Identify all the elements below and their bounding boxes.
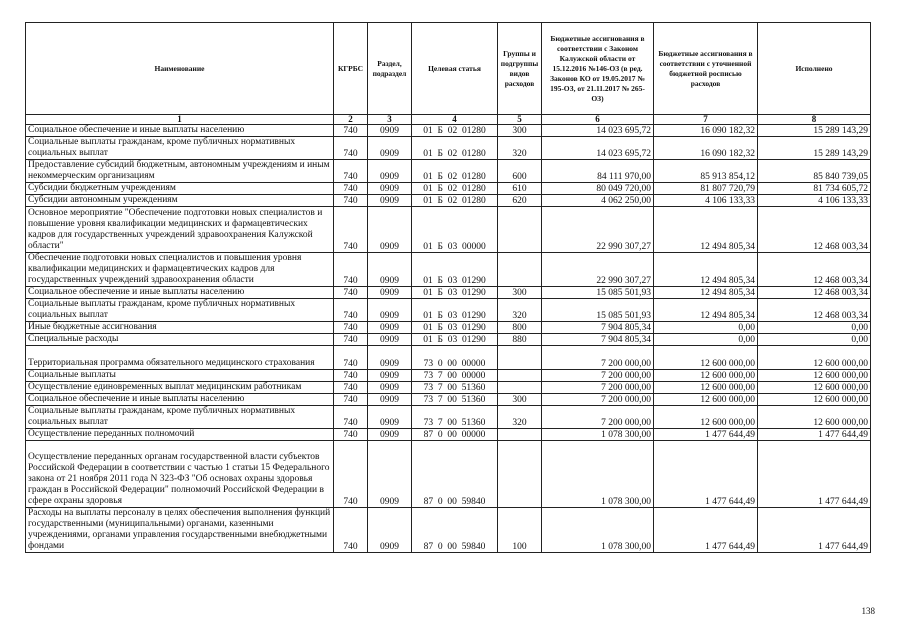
table-row <box>26 334 871 346</box>
row-section: 0909 <box>368 429 412 441</box>
column-number: 5 <box>498 115 542 125</box>
row-executed: 15 289 143,29 <box>758 137 871 160</box>
row-group: 620 <box>498 195 542 207</box>
row-section: 0909 <box>368 370 412 382</box>
row-budget-law: 7 904 805,34 <box>542 334 654 346</box>
row-section: 0909 <box>368 137 412 160</box>
header-executed: Исполнено <box>758 23 871 115</box>
row-executed: 85 840 739,05 <box>758 160 871 183</box>
column-number: 7 <box>654 115 758 125</box>
row-section: 0909 <box>368 253 412 287</box>
row-target: 01 Б 02 01280 <box>412 137 498 160</box>
row-kgrbs: 740 <box>334 322 368 334</box>
row-executed: 12 468 003,34 <box>758 207 871 253</box>
row-budget-revised: 16 090 182,32 <box>654 137 758 160</box>
row-budget-law: 22 990 307,27 <box>542 253 654 287</box>
row-target: 01 Б 03 01290 <box>412 299 498 322</box>
row-target: 87 0 00 59840 <box>412 508 498 553</box>
row-kgrbs: 740 <box>334 429 368 441</box>
row-group: 320 <box>498 299 542 322</box>
row-target: 73 7 00 00000 <box>412 370 498 382</box>
row-name: Осуществление единовременных выплат медицинским работникам <box>26 382 334 394</box>
row-section: 0909 <box>368 183 412 195</box>
row-section: 0909 <box>368 441 412 508</box>
table-row <box>26 253 871 287</box>
page-number: 138 <box>861 606 875 616</box>
row-group <box>498 207 542 253</box>
row-budget-law: 7 200 000,00 <box>542 370 654 382</box>
table-row <box>26 287 871 299</box>
row-target: 73 7 00 51360 <box>412 382 498 394</box>
header-kgrbs: КГРБС <box>334 23 368 115</box>
row-executed: 12 600 000,00 <box>758 346 871 370</box>
row-group <box>498 429 542 441</box>
row-kgrbs: 740 <box>334 406 368 429</box>
row-target: 01 Б 03 01290 <box>412 334 498 346</box>
column-number: 8 <box>758 115 871 125</box>
row-budget-revised: 1 477 644,49 <box>654 508 758 553</box>
row-kgrbs: 740 <box>334 508 368 553</box>
row-target: 01 Б 03 01290 <box>412 287 498 299</box>
row-executed: 12 600 000,00 <box>758 406 871 429</box>
row-name: Иные бюджетные ассигнования <box>26 322 334 334</box>
table-row <box>26 322 871 334</box>
row-group <box>498 441 542 508</box>
row-name: Предоставление субсидий бюджетным, автономным учреждениям и иным некоммерческим организациям <box>26 160 334 183</box>
row-section: 0909 <box>368 382 412 394</box>
row-kgrbs: 740 <box>334 334 368 346</box>
row-name: Субсидии бюджетным учреждениям <box>26 183 334 195</box>
row-target: 73 7 00 51360 <box>412 406 498 429</box>
budget-table <box>25 22 871 553</box>
row-executed: 12 600 000,00 <box>758 394 871 406</box>
row-name: Основное мероприятие "Обеспечение подготовки новых специалистов и повышение уровня квалификации медицинских и фармацевтических кадров для государственных учреждений здравоохранения Калужской области" <box>26 207 334 253</box>
table-row <box>26 125 871 137</box>
row-name: Социальные выплаты <box>26 370 334 382</box>
row-budget-law: 1 078 300,00 <box>542 429 654 441</box>
row-name: Социальное обеспечение и иные выплаты населению <box>26 287 334 299</box>
row-group <box>498 382 542 394</box>
row-budget-revised: 12 600 000,00 <box>654 406 758 429</box>
row-group: 300 <box>498 394 542 406</box>
row-group: 320 <box>498 406 542 429</box>
row-name: Специальные расходы <box>26 334 334 346</box>
row-name: Социальные выплаты гражданам, кроме публичных нормативных социальных выплат <box>26 406 334 429</box>
row-target: 73 7 00 51360 <box>412 394 498 406</box>
row-target: 01 Б 02 01280 <box>412 183 498 195</box>
column-number: 3 <box>368 115 412 125</box>
row-group: 600 <box>498 160 542 183</box>
row-group: 320 <box>498 137 542 160</box>
row-budget-revised: 81 807 720,79 <box>654 183 758 195</box>
header-budget-revised: Бюджетные ассигнования в соответствии с уточненной бюджетной росписью расходов <box>654 23 758 115</box>
row-name: Социальное обеспечение и иные выплаты населению <box>26 125 334 137</box>
row-budget-revised: 12 494 805,34 <box>654 253 758 287</box>
row-section: 0909 <box>368 287 412 299</box>
row-budget-revised: 4 106 133,33 <box>654 195 758 207</box>
row-executed: 12 600 000,00 <box>758 370 871 382</box>
row-kgrbs: 740 <box>334 137 368 160</box>
row-budget-revised: 12 494 805,34 <box>654 299 758 322</box>
row-executed: 12 468 003,34 <box>758 299 871 322</box>
column-number: 4 <box>412 115 498 125</box>
row-section: 0909 <box>368 160 412 183</box>
row-name: Расходы на выплаты персоналу в целях обеспечения выполнения функций государственными (муниципальными) органами, казенными учреждениями, органами управления государственными внебюджетными фондами <box>26 508 334 553</box>
row-budget-law: 14 023 695,72 <box>542 137 654 160</box>
row-budget-law: 1 078 300,00 <box>542 508 654 553</box>
row-kgrbs: 740 <box>334 253 368 287</box>
header-row <box>26 23 871 115</box>
row-group: 880 <box>498 334 542 346</box>
table-row <box>26 207 871 253</box>
row-budget-revised: 0,00 <box>654 334 758 346</box>
row-kgrbs: 740 <box>334 346 368 370</box>
table-row <box>26 394 871 406</box>
row-name: Социальные выплаты гражданам, кроме публичных нормативных социальных выплат <box>26 299 334 322</box>
row-kgrbs: 740 <box>334 160 368 183</box>
row-executed: 1 477 644,49 <box>758 508 871 553</box>
row-kgrbs: 740 <box>334 382 368 394</box>
table-row <box>26 429 871 441</box>
row-budget-revised: 12 600 000,00 <box>654 394 758 406</box>
row-kgrbs: 740 <box>334 207 368 253</box>
row-budget-law: 7 904 805,34 <box>542 322 654 334</box>
row-budget-law: 7 200 000,00 <box>542 394 654 406</box>
table-body <box>26 125 871 553</box>
row-group <box>498 346 542 370</box>
row-section: 0909 <box>368 508 412 553</box>
row-name: Субсидии автономным учреждениям <box>26 195 334 207</box>
table-row <box>26 508 871 553</box>
table-row <box>26 160 871 183</box>
row-budget-revised: 16 090 182,32 <box>654 125 758 137</box>
row-executed: 12 468 003,34 <box>758 287 871 299</box>
row-section: 0909 <box>368 125 412 137</box>
row-budget-revised: 12 600 000,00 <box>654 370 758 382</box>
header-target: Целевая статья <box>412 23 498 115</box>
header-groups: Группы и подгруппы видов расходов <box>498 23 542 115</box>
row-target: 01 Б 02 01280 <box>412 160 498 183</box>
row-target: 01 Б 03 01290 <box>412 253 498 287</box>
row-section: 0909 <box>368 195 412 207</box>
row-budget-law: 15 085 501,93 <box>542 287 654 299</box>
header-name: Наименование <box>26 23 334 115</box>
row-group: 800 <box>498 322 542 334</box>
row-group: 300 <box>498 125 542 137</box>
row-budget-law: 7 200 000,00 <box>542 406 654 429</box>
row-executed: 1 477 644,49 <box>758 441 871 508</box>
row-section: 0909 <box>368 207 412 253</box>
column-number-row <box>26 115 871 125</box>
row-kgrbs: 740 <box>334 195 368 207</box>
row-budget-revised: 12 494 805,34 <box>654 207 758 253</box>
row-name: Социальное обеспечение и иные выплаты населению <box>26 394 334 406</box>
row-target: 73 0 00 00000 <box>412 346 498 370</box>
row-section: 0909 <box>368 334 412 346</box>
row-budget-law: 14 023 695,72 <box>542 125 654 137</box>
row-budget-revised: 1 477 644,49 <box>654 441 758 508</box>
row-budget-law: 7 200 000,00 <box>542 346 654 370</box>
table-row <box>26 382 871 394</box>
row-kgrbs: 740 <box>334 370 368 382</box>
row-budget-law: 15 085 501,93 <box>542 299 654 322</box>
row-section: 0909 <box>368 394 412 406</box>
row-group <box>498 253 542 287</box>
row-name: Обеспечение подготовки новых специалистов и повышения уровня квалификации медицинских и фармацевтических кадров для государственных учреждений здравоохранения области <box>26 253 334 287</box>
row-target: 01 Б 03 00000 <box>412 207 498 253</box>
row-target: 01 Б 02 01280 <box>412 195 498 207</box>
table-row <box>26 441 871 508</box>
row-budget-law: 22 990 307,27 <box>542 207 654 253</box>
table-row <box>26 406 871 429</box>
row-budget-law: 80 049 720,00 <box>542 183 654 195</box>
row-name: Социальные выплаты гражданам, кроме публичных нормативных социальных выплат <box>26 137 334 160</box>
table-row <box>26 195 871 207</box>
table-row <box>26 370 871 382</box>
row-executed: 12 468 003,34 <box>758 253 871 287</box>
row-executed: 0,00 <box>758 322 871 334</box>
row-budget-law: 4 062 250,00 <box>542 195 654 207</box>
table-row <box>26 299 871 322</box>
row-group: 610 <box>498 183 542 195</box>
row-group <box>498 370 542 382</box>
row-budget-revised: 85 913 854,12 <box>654 160 758 183</box>
row-budget-revised: 12 600 000,00 <box>654 382 758 394</box>
row-budget-revised: 12 600 000,00 <box>654 346 758 370</box>
row-executed: 15 289 143,29 <box>758 125 871 137</box>
row-budget-law: 1 078 300,00 <box>542 441 654 508</box>
row-budget-law: 7 200 000,00 <box>542 382 654 394</box>
table-row <box>26 137 871 160</box>
row-budget-revised: 12 494 805,34 <box>654 287 758 299</box>
row-group: 100 <box>498 508 542 553</box>
row-name: Осуществление переданных полномочий <box>26 429 334 441</box>
row-executed: 12 600 000,00 <box>758 382 871 394</box>
row-section: 0909 <box>368 299 412 322</box>
row-section: 0909 <box>368 406 412 429</box>
row-kgrbs: 740 <box>334 183 368 195</box>
table-row <box>26 346 871 370</box>
header-section: Раздел, подраздел <box>368 23 412 115</box>
row-kgrbs: 740 <box>334 394 368 406</box>
column-number: 6 <box>542 115 654 125</box>
column-number: 1 <box>26 115 334 125</box>
row-name: Территориальная программа обязательного медицинского страхования <box>26 346 334 370</box>
column-number: 2 <box>334 115 368 125</box>
row-budget-revised: 1 477 644,49 <box>654 429 758 441</box>
row-executed: 0,00 <box>758 334 871 346</box>
row-executed: 1 477 644,49 <box>758 429 871 441</box>
row-target: 87 0 00 59840 <box>412 441 498 508</box>
row-target: 01 Б 02 01280 <box>412 125 498 137</box>
row-target: 01 Б 03 01290 <box>412 322 498 334</box>
row-kgrbs: 740 <box>334 299 368 322</box>
row-section: 0909 <box>368 346 412 370</box>
row-executed: 81 734 605,72 <box>758 183 871 195</box>
row-target: 87 0 00 00000 <box>412 429 498 441</box>
row-budget-revised: 0,00 <box>654 322 758 334</box>
row-budget-law: 84 111 970,00 <box>542 160 654 183</box>
row-name: Осуществление переданных органам государственной власти субъектов Российской Федерации в соответствии с частью 1 статьи 15 Федерального закона от 21 ноября 2011 года N 323-ФЗ "Об основах охраны здоровья граждан в Российской Федерации" полномочий Российской Федерации в сфере охраны здоровья <box>26 441 334 508</box>
row-executed: 4 106 133,33 <box>758 195 871 207</box>
row-kgrbs: 740 <box>334 441 368 508</box>
header-budget-law: Бюджетные ассигнования в соответствии с Законом Калужской области от 15.12.2016 №146-ОЗ (в ред. Законов КО от 19.05.2017 № 195-ОЗ, от 21.11.2017 № 265-ОЗ) <box>542 23 654 115</box>
row-section: 0909 <box>368 322 412 334</box>
row-kgrbs: 740 <box>334 287 368 299</box>
row-group: 300 <box>498 287 542 299</box>
table-row <box>26 183 871 195</box>
row-kgrbs: 740 <box>334 125 368 137</box>
